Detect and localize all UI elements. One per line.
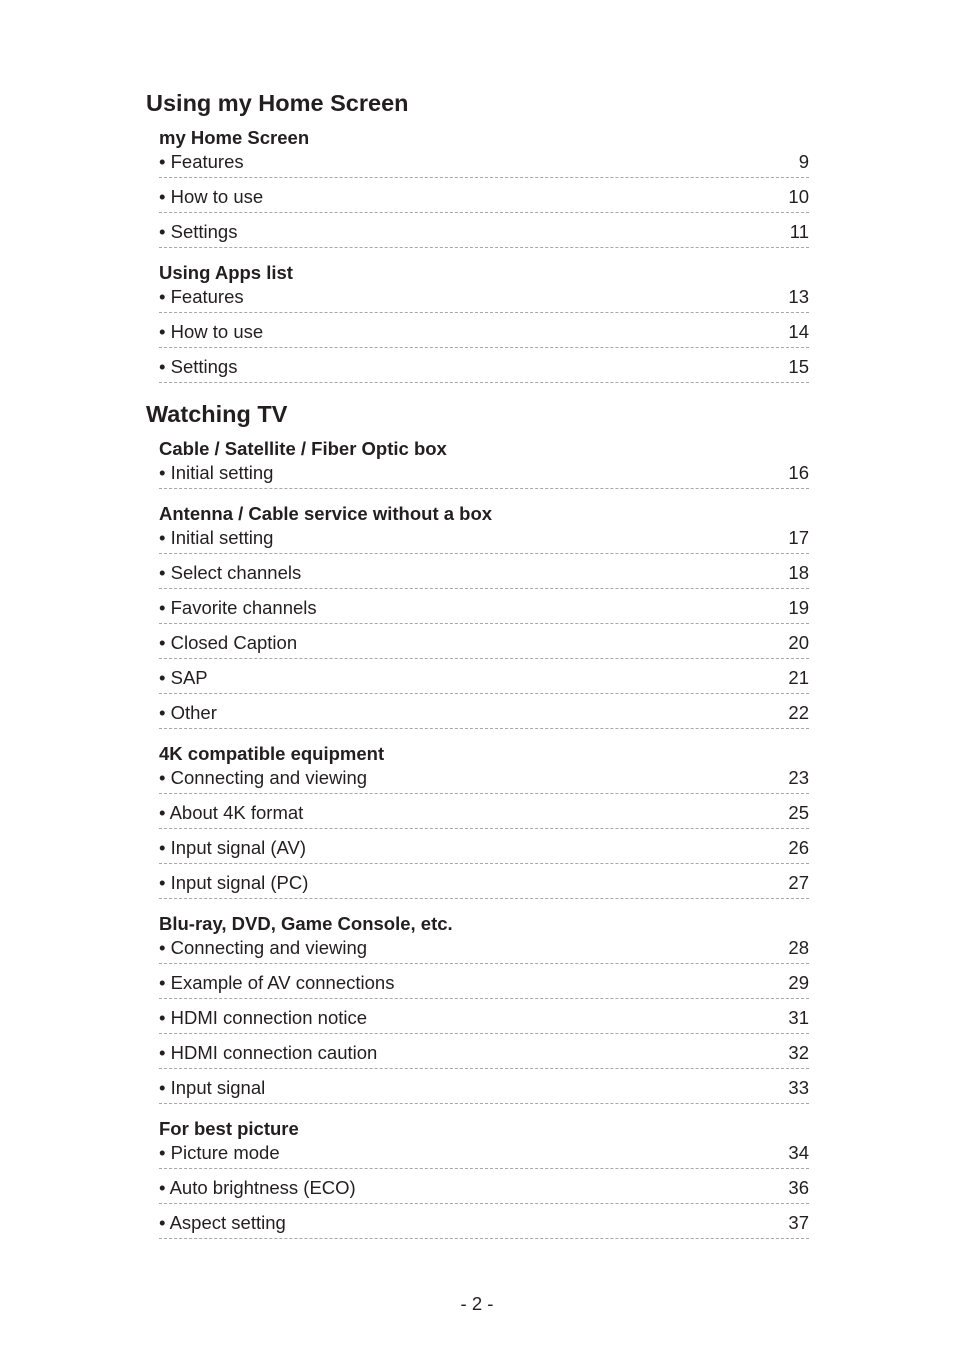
toc-group xyxy=(159,261,809,383)
toc-entry-label: • Settings xyxy=(159,356,238,377)
toc-entry-page: 11 xyxy=(789,221,809,242)
toc-group xyxy=(159,502,809,729)
section-title: Watching TV xyxy=(146,401,288,427)
toc-entry-label: • Select channels xyxy=(159,562,302,583)
toc-entry-label: • Picture mode xyxy=(159,1142,280,1163)
toc-entry-page: 36 xyxy=(788,1177,809,1198)
group-title: 4K compatible equipment xyxy=(159,743,385,764)
toc-entry[interactable] xyxy=(159,971,809,999)
toc-entry[interactable] xyxy=(159,596,809,624)
toc-entry[interactable] xyxy=(159,801,809,829)
toc-entry-label: • Features xyxy=(159,151,244,172)
toc-entry-label: • Other xyxy=(159,702,217,723)
toc-entry[interactable] xyxy=(159,1076,809,1104)
toc-entry[interactable] xyxy=(159,1211,809,1239)
group-title: For best picture xyxy=(159,1118,299,1139)
toc-entry[interactable] xyxy=(159,526,809,554)
toc-entry-page: 25 xyxy=(788,802,809,823)
toc-entry[interactable] xyxy=(159,936,809,964)
toc-entry-label: • Input signal xyxy=(159,1077,266,1098)
toc-entry[interactable] xyxy=(159,355,809,383)
toc-entry-page: 17 xyxy=(788,527,809,548)
group-title: my Home Screen xyxy=(159,127,310,148)
toc-entry[interactable] xyxy=(159,1006,809,1034)
toc-group xyxy=(159,1117,809,1239)
toc-group xyxy=(159,912,809,1104)
toc-entry-page: 18 xyxy=(788,562,809,583)
toc-entry[interactable] xyxy=(159,561,809,589)
toc-entry-page: 14 xyxy=(788,321,809,342)
toc-section xyxy=(146,86,809,383)
page-number: - 2 - xyxy=(460,1293,494,1314)
toc-entry[interactable] xyxy=(159,461,809,489)
toc-entry-label: • Connecting and viewing xyxy=(159,767,368,788)
toc-entry-page: 28 xyxy=(788,937,809,958)
toc-entry[interactable] xyxy=(159,1176,809,1204)
toc-entry-page: 27 xyxy=(788,872,809,893)
toc-entry-page: 21 xyxy=(788,667,809,688)
table-of-contents xyxy=(146,86,809,1253)
toc-entry-page: 20 xyxy=(788,632,809,653)
toc-entry-page: 29 xyxy=(788,972,809,993)
toc-entry-page: 15 xyxy=(788,356,809,377)
group-title: Antenna / Cable service without a box xyxy=(159,503,493,524)
toc-entry-label: • Aspect setting xyxy=(159,1212,286,1233)
toc-entry-label: • Closed Caption xyxy=(159,632,298,653)
toc-entry-page: 37 xyxy=(788,1212,809,1233)
toc-entry-label: • Auto brightness (ECO) xyxy=(159,1177,356,1198)
toc-entry-label: • Initial setting xyxy=(159,462,274,483)
toc-entry-label: • HDMI connection notice xyxy=(159,1007,368,1028)
toc-group xyxy=(159,742,809,899)
toc-entry-label: • Input signal (PC) xyxy=(159,872,309,893)
toc-entry-label: • HDMI connection caution xyxy=(159,1042,378,1063)
toc-entry-label: • How to use xyxy=(159,321,264,342)
toc-entry-page: 22 xyxy=(788,702,809,723)
toc-entry-label: • Input signal (AV) xyxy=(159,837,307,858)
toc-entry[interactable] xyxy=(159,871,809,899)
toc-entry[interactable] xyxy=(159,185,809,213)
toc-entry-label: • Settings xyxy=(159,221,238,242)
toc-section xyxy=(146,397,809,1239)
toc-entry-label: • Initial setting xyxy=(159,527,274,548)
toc-entry-label: • About 4K format xyxy=(159,802,304,823)
toc-entry-page: 9 xyxy=(798,151,809,172)
toc-entry-label: • Favorite channels xyxy=(159,597,317,618)
toc-entry-page: 13 xyxy=(788,286,809,307)
toc-entry[interactable] xyxy=(159,766,809,794)
toc-entry[interactable] xyxy=(159,836,809,864)
toc-entry[interactable] xyxy=(159,320,809,348)
toc-entry-label: • SAP xyxy=(159,667,208,688)
group-title: Blu-ray, DVD, Game Console, etc. xyxy=(159,913,453,934)
toc-entry-page: 26 xyxy=(788,837,809,858)
group-title: Cable / Satellite / Fiber Optic box xyxy=(159,438,447,459)
toc-entry[interactable] xyxy=(159,631,809,659)
section-title: Using my Home Screen xyxy=(146,90,409,116)
toc-group xyxy=(159,126,809,248)
toc-entry-page: 34 xyxy=(788,1142,809,1163)
toc-entry[interactable] xyxy=(159,666,809,694)
toc-entry-label: • Features xyxy=(159,286,244,307)
toc-entry[interactable] xyxy=(159,285,809,313)
toc-group xyxy=(159,437,809,489)
toc-entry-page: 31 xyxy=(788,1007,809,1028)
toc-entry[interactable] xyxy=(159,220,809,248)
toc-entry[interactable] xyxy=(159,701,809,729)
toc-entry-page: 33 xyxy=(788,1077,809,1098)
toc-entry[interactable] xyxy=(159,1041,809,1069)
toc-entry[interactable] xyxy=(159,150,809,178)
toc-entry-label: • Connecting and viewing xyxy=(159,937,368,958)
toc-entry[interactable] xyxy=(159,1141,809,1169)
toc-entry-page: 16 xyxy=(788,462,809,483)
toc-entry-page: 23 xyxy=(788,767,809,788)
group-title: Using Apps list xyxy=(159,262,293,283)
toc-entry-page: 32 xyxy=(788,1042,809,1063)
toc-entry-page: 10 xyxy=(788,186,809,207)
toc-entry-label: • How to use xyxy=(159,186,264,207)
toc-entry-page: 19 xyxy=(788,597,809,618)
toc-entry-label: • Example of AV connections xyxy=(159,972,395,993)
